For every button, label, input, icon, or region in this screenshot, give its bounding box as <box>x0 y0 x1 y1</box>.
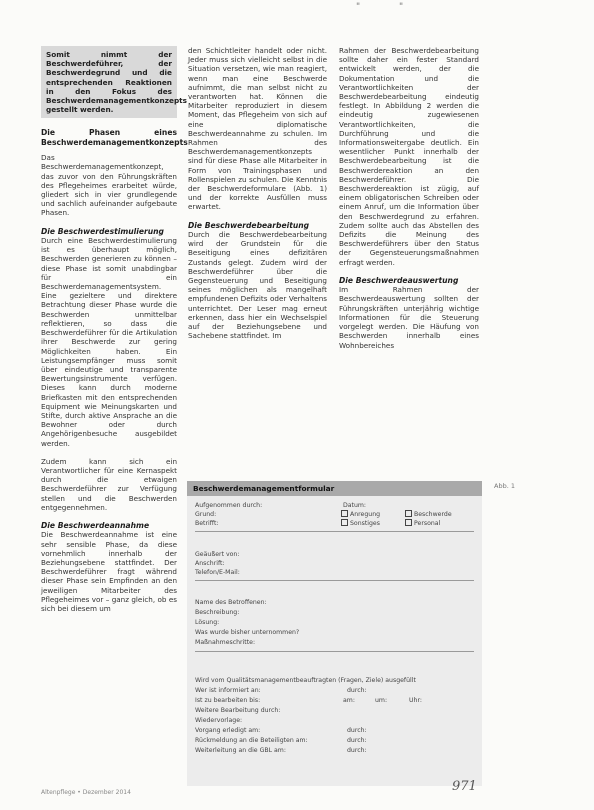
checkbox-icon <box>405 510 412 517</box>
top-marks: " " <box>356 2 422 12</box>
field-beschreibung: Beschreibung: <box>195 609 240 616</box>
field-telefon: Telefon/E-Mail: <box>195 569 240 576</box>
field-betrifft: Betrifft: <box>195 520 219 527</box>
field-weitere: Weitere Bearbeitung durch: <box>195 707 281 714</box>
checkbox-sonstiges: Sonstiges <box>341 519 380 528</box>
paragraph: Im Rahmen der Beschwerdeauswertung sollten der Führungskräften unterjährig wichtige Informationen für die Steuerung vorgelegt werden. Die Häufung von Beschwerden innerhalb eines Wohnbereiches <box>339 285 479 350</box>
page-number: 971 <box>452 779 477 794</box>
checkbox-anregung: Anregung <box>341 510 380 519</box>
field-rueckmeldung: Rückmeldung an die Beteiligten am: <box>195 737 308 744</box>
paragraph: den Schichtleiter handelt oder nicht. Jeder muss sich vielleicht selbst in die Situation versetzen, wie man reagiert, wenn man eine Beschwerde aufnimmt, die man selbst nicht zu verantworten hat. Können die Mitarbeiter reproduziert in diesem Moment, das Pflegeheim von sich auf eine diplomatische Beschwerdeannahme zu schulen. Im Rahmen des Beschwerdemanagementkonzepts sind für diese Phase alle Mitarbeiter in Form von Trainingsphasen und Rollenspielen zu schulen. Die Kenntnis der Beschwerdeformulare (Abb. 1) und der korrekte Ausfüllen muss erwartet. <box>188 46 327 212</box>
figure-label: Abb. 1 <box>494 482 515 490</box>
footer-source: Altenpflege • Dezember 2014 <box>41 789 131 796</box>
field-am: am: <box>343 697 355 704</box>
paragraph: Rahmen der Beschwerdebearbeitung sollte daher ein fester Standard entwickelt werden, der die Dokumentation und die Verantwortlichkeiten der Beschwerdebearbeitung eindeutig festlegt. In Abbildung 2 werden die eindeutig zugewiesenen Verantwortlichkeiten, die Durchführung und die Informationsweitergabe deutlich. Ein wesentlicher Punkt innerhalb der Beschwerdebearbeitung ist die Beschwerdereaktion an den Beschwerdeführer. Die Beschwerdereaktion ist zügig, auf einem obligatorischen Schreiben oder einem Anruf, um die Information über den Beschwerdegrund zu erfahren. Zudem sollte auch das Abstellen des Defizits die Meinung des Beschwerdeführers über den Status der Gegensteuerungsmaßnahmen erfragt werden. <box>339 46 479 267</box>
intro-paragraph: Das Beschwerdemanagementkonzept, das zuvor von den Führungskräften des Pflegeheimes erarbeitet würde, gliedert sich in vier grundlegende und sachlich aufeinander aufgebaute Phasen. <box>41 153 177 218</box>
paragraph: Durch eine Beschwerdestimulierung ist es überhaupt möglich, Beschwerden generieren zu können – diese Phase ist somit unabdingbar für ein Beschwerdemanagementsystem. Eine gezieltere und direktere Betrachtung dieser Phase wurde die Beschwerden unmittelbar reflektieren, so dass die Beschwerdeführer für die Artikulation ihrer Beschwerde zur gering Möglichkeiten haben. Ein Leistungsempfänger muss somit über eindeutige und transparente Bewertungsinstrumente verfügen. Dieses kann durch moderne Briefkasten mit den entsprechenden Equipment wie Meinungskarten und Stifte, durch aktive Ansprache an die Bewohner oder durch Angehörigenbesuche ausgebildet werden. <box>41 236 177 448</box>
field-um: um: <box>375 697 388 704</box>
checkbox-icon <box>341 519 348 526</box>
checkbox-icon <box>405 519 412 526</box>
checkbox-beschwerde: Beschwerde <box>405 510 452 519</box>
column-3 <box>339 46 479 359</box>
field-durch: durch: <box>347 737 367 744</box>
subheading-auswertung: Die Beschwerdeauswertung <box>339 275 459 285</box>
info-box: Somit nimmt der Beschwerdeführer, der Beschwerdegrund und die entsprechenden Reaktionen in den Fokus des Beschwerdemanagementkonzepts gestellt werden. <box>41 46 177 118</box>
subheading-stimulierung: Die Beschwerdestimulierung <box>41 226 164 236</box>
subheading-annahme: Die Beschwerdeannahme <box>41 520 150 530</box>
field-geaeussert: Geäußert von: <box>195 551 240 558</box>
form-divider <box>195 651 474 652</box>
field-bisher: Was wurde bisher unternommen? <box>195 629 300 636</box>
field-massnahme: Maßnahmeschritte: <box>195 639 256 646</box>
field-ist-zu: Ist zu bearbeiten bis: <box>195 697 261 704</box>
field-durch: durch: <box>347 727 367 734</box>
field-vorgang: Vorgang erledigt am: <box>195 727 261 734</box>
field-durch: durch: <box>347 687 367 694</box>
form-divider <box>195 531 474 532</box>
paragraph: Die Beschwerdeannahme ist eine sehr sensible Phase, da diese vornehmlich innerhalb der Beziehungsebene stattfindet. Der Beschwerdeführer fragt während dieser Phase sein Empfinden an den jeweiligen Mitarbeiter des Pflegeheimes vor – ganz gleich, ob es sich bei diesem um <box>41 530 177 613</box>
qm-note: Wird vom Qualitätsmanagementbeauftragten (Fragen, Ziele) ausgefüllt <box>195 677 416 684</box>
checkbox-personal: Personal <box>405 519 440 528</box>
column-2 <box>188 46 327 350</box>
field-name-betroffenen: Name des Betroffenen: <box>195 599 267 606</box>
section-title: Die Phasen eines Beschwerdemanagementkonzepts <box>41 128 188 147</box>
column-1 <box>41 46 188 622</box>
paragraph: Durch die Beschwerdebearbeitung wird der Grundstein für die Beseitigung eines defizitären Zustands gelegt. Zudem wird der Beschwerdeführer über die Gegensteuerung und Beseitigung seines möglichen als mangelhaft empfundenen Defizits oder Verhaltens unterrichtet. Der Leser mag erneut erkennen, dass hier ein Wechselspiel auf der Beziehungsebene und Sachebene stattfindet. Im <box>188 230 327 341</box>
checkbox-icon <box>341 510 348 517</box>
form-title: Beschwerdemanagementformular <box>187 481 482 496</box>
field-uhr: Uhr: <box>409 697 422 704</box>
paragraph: Zudem kann sich ein Verantwortlicher für eine Kernaspekt durch die etwaigen Beschwerdeführer zur Verfügung stellen und die Beschwerden entgegennehmen. <box>41 456 177 512</box>
subheading-bearbeitung: Die Beschwerdebearbeitung <box>188 220 310 230</box>
field-aufgenommen: Aufgenommen durch: <box>195 502 263 509</box>
field-wer-informiert: Wer ist informiert an: <box>195 687 261 694</box>
field-datum: Datum: <box>343 502 367 509</box>
form-divider <box>195 580 474 581</box>
complaint-form-figure <box>187 481 482 786</box>
field-durch: durch: <box>347 747 367 754</box>
field-anschrift: Anschrift: <box>195 560 225 567</box>
field-weiterleitung: Weiterleitung an die GBL am: <box>195 747 286 754</box>
field-grund: Grund: <box>195 511 217 518</box>
field-loesung: Lösung: <box>195 619 220 626</box>
field-wiedervorlage: Wiedervorlage: <box>195 717 243 724</box>
